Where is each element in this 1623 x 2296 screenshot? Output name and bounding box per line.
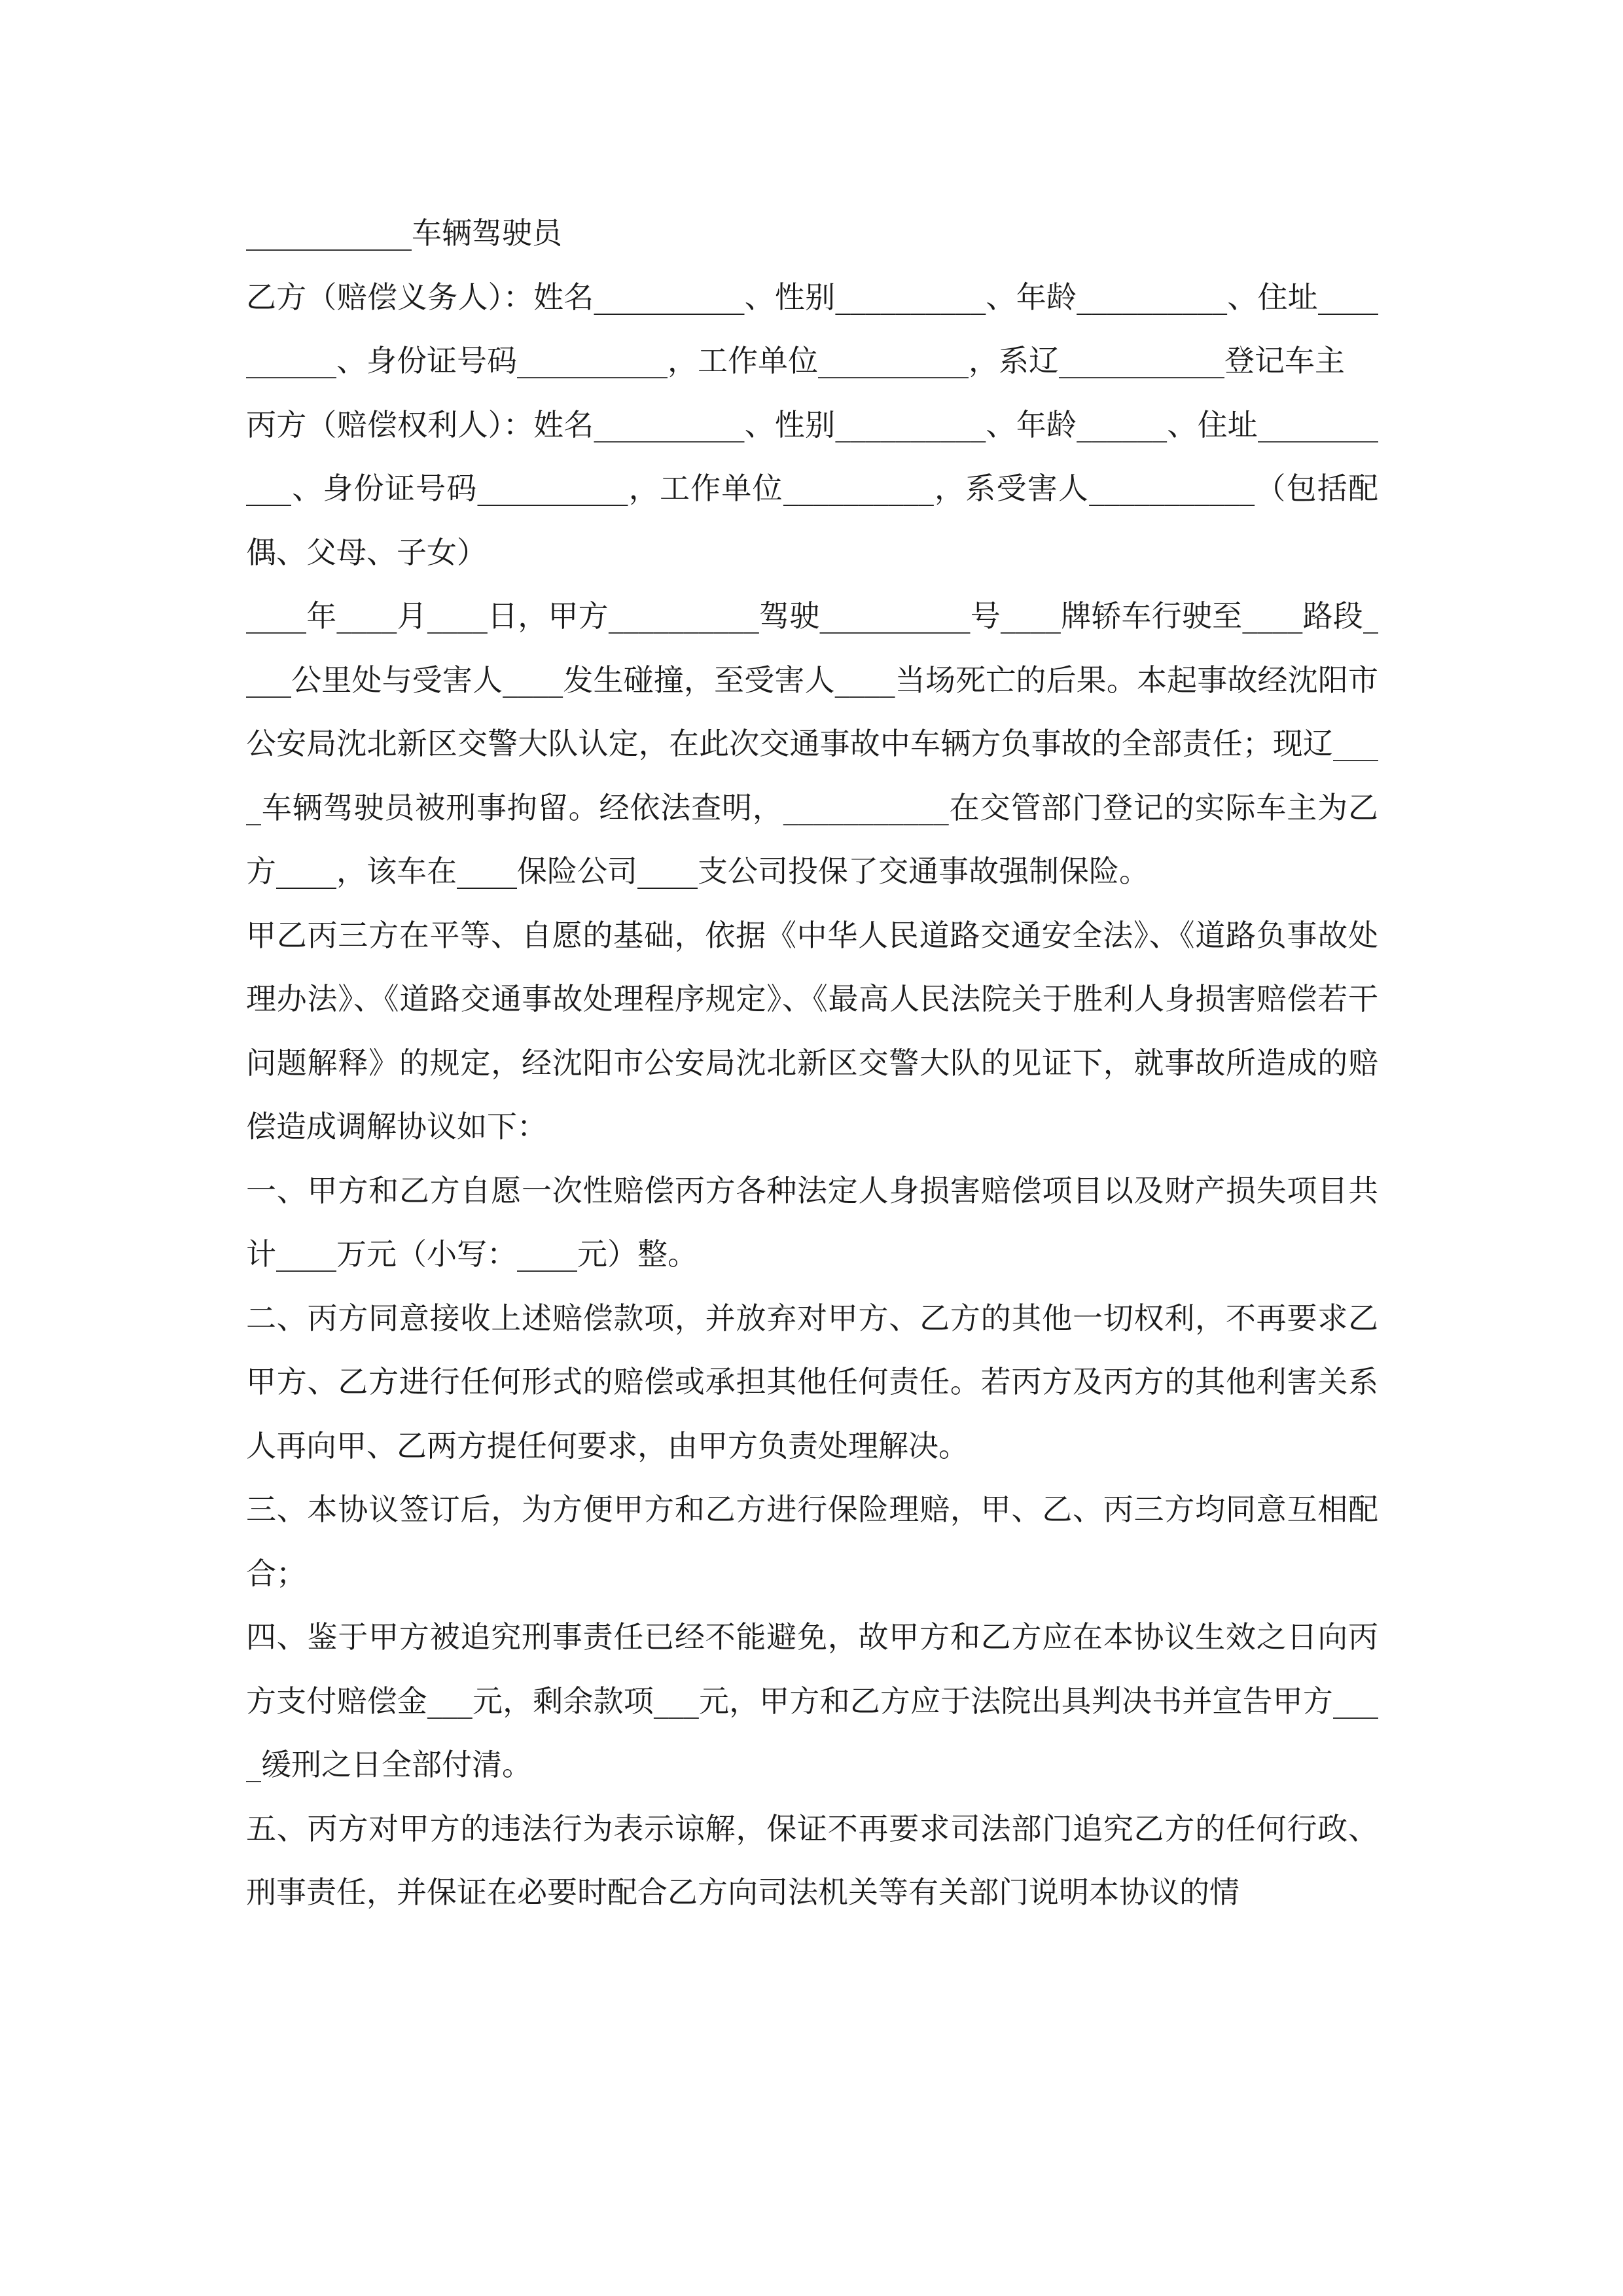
paragraph-clause-3: 三、本协议签订后，为方便甲方和乙方进行保险理赔，甲、乙、丙三方均同意互相配合；: [246, 1492, 1378, 1591]
document-body: [246, 202, 1378, 1925]
paragraph-clause-4: 四、鉴于甲方被追究刑事责任已经不能避免，故甲方和乙方应在本协议生效之日向丙方支付赔偿金___元，剩余款项___元，甲方和乙方应于法院出具判决书并宣告甲方____缓刑之日全部付清。: [246, 1619, 1378, 1782]
paragraph-party-c: 丙方（赔偿权利人）：姓名__________、性别__________、年龄______、住址___________、身份证号码__________，工作单位__________，系受害人___________（包括配偶、父母、子女）: [246, 406, 1378, 570]
paragraph-legal-basis: 甲乙丙三方在平等、自愿的基础，依据《中华人民道路交通安全法》、《道路负事故处理办法》、《道路交通事故处理程序规定》、《最高人民法院关于胜利人身损害赔偿若干问题解释》的规定，经沈阳市公安局沈北新区交警大队的见证下，就事故所造成的赔偿造成调解协议如下：: [246, 917, 1378, 1144]
paragraph-clause-2: 二、丙方同意接收上述赔偿款项，并放弃对甲方、乙方的其他一切权利，不再要求乙甲方、乙方进行任何形式的赔偿或承担其他任何责任。若丙方及丙方的其他利害关系人再向甲、乙两方提任何要求，由甲方负责处理解决。: [246, 1300, 1378, 1463]
paragraph-clause-5: 五、丙方对甲方的违法行为表示谅解，保证不再要求司法部门追究乙方的任何行政、刑事责任，并保证在必要时配合乙方向司法机关等有关部门说明本协议的情: [246, 1810, 1378, 1910]
paragraph-accident-facts: ____年____月____日，甲方__________驾驶__________号____牌轿车行驶至____路段____公里处与受害人____发生碰撞，至受害人____当场死亡的后果。本起事故经沈阳市公安局沈北新区交警大队认定，在此次交通事故中车辆方负事故的全部责任；现辽____车辆驾驶员被刑事拘留。经依法查明，___________在交管部门登记的实际车主为乙方____，该车在____保险公司____支公司投保了交通事故强制保险。: [246, 598, 1379, 889]
paragraph-clause-1: 一、甲方和乙方自愿一次性赔偿丙方各种法定人身损害赔偿项目以及财产损失项目共计____万元（小写：____元）整。: [246, 1172, 1378, 1272]
paragraph-party-b: 乙方（赔偿义务人）：姓名__________、性别__________、年龄__________、住址__________、身份证号码__________，工作单位__________，系辽___________登记车主: [246, 279, 1378, 378]
paragraph-driver-line: ___________车辆驾驶员: [246, 215, 562, 251]
